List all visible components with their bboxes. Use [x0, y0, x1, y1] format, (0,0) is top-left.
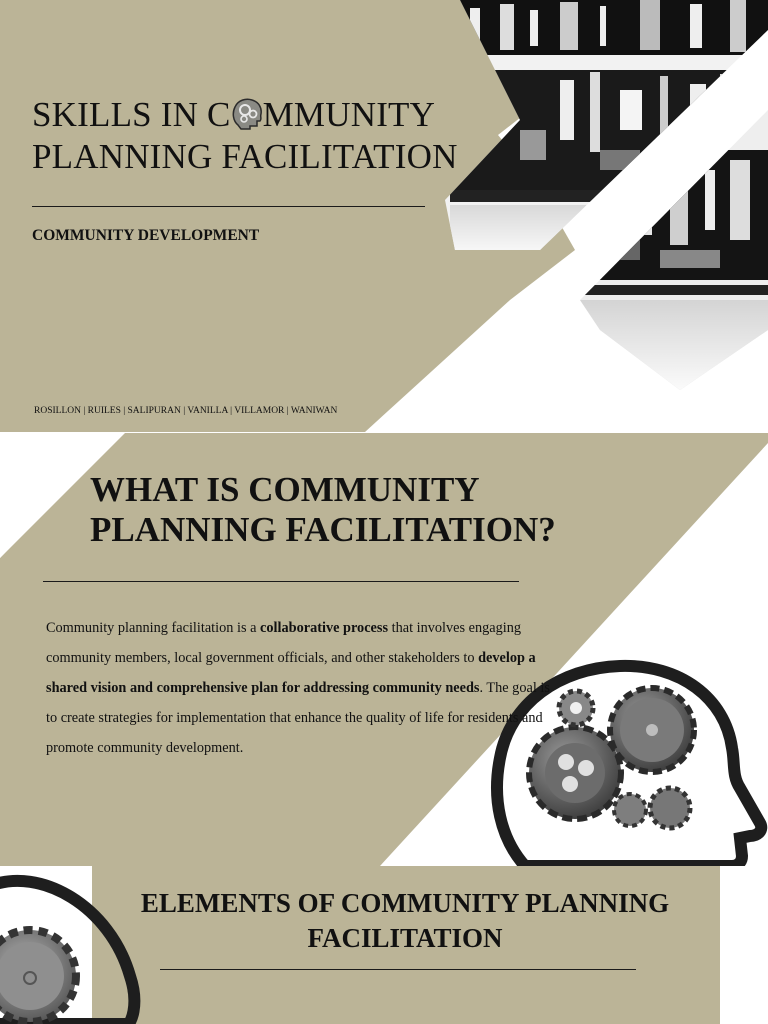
- paragraph-text: that involves engaging community members, local government officials, and other stakeholders to: [46, 620, 522, 666]
- slide-definition: [0, 433, 768, 866]
- definition-paragraph: [46, 613, 556, 763]
- paragraph-text: Community planning facilitation is a: [46, 620, 261, 636]
- presentation-title: SKILLS IN C MMUNITY PLANNING FACILITATION: [32, 95, 458, 176]
- emphasis-text: develop a shared vision and comprehensive plan for addressing community needs: [46, 650, 536, 696]
- elements-heading: ELEMENTS OF COMMUNITY PLANNING FACILITATION: [140, 888, 670, 953]
- emphasis-text: collaborative process: [260, 620, 389, 636]
- heading-divider: [43, 581, 519, 582]
- section-heading: WHAT IS COMMUNITY PLANNING FACILITATION?: [90, 470, 556, 549]
- title-divider: [32, 206, 425, 207]
- authors-line: ROSILLON | RUILES | SALIPURAN | VANILLA | VILLAMOR | WANIWAN: [34, 406, 338, 416]
- paragraph-text: . The goal is to create strategies for implementation that enhance the quality of life for residents and promote community development.: [46, 680, 550, 756]
- slide1-background: [0, 0, 768, 432]
- presentation-subtitle: COMMUNITY DEVELOPMENT: [32, 227, 260, 244]
- slide-elements: [0, 866, 768, 1024]
- brain-gears-icon: [229, 95, 265, 131]
- elements-divider: [160, 969, 636, 970]
- slide-title: [0, 0, 768, 432]
